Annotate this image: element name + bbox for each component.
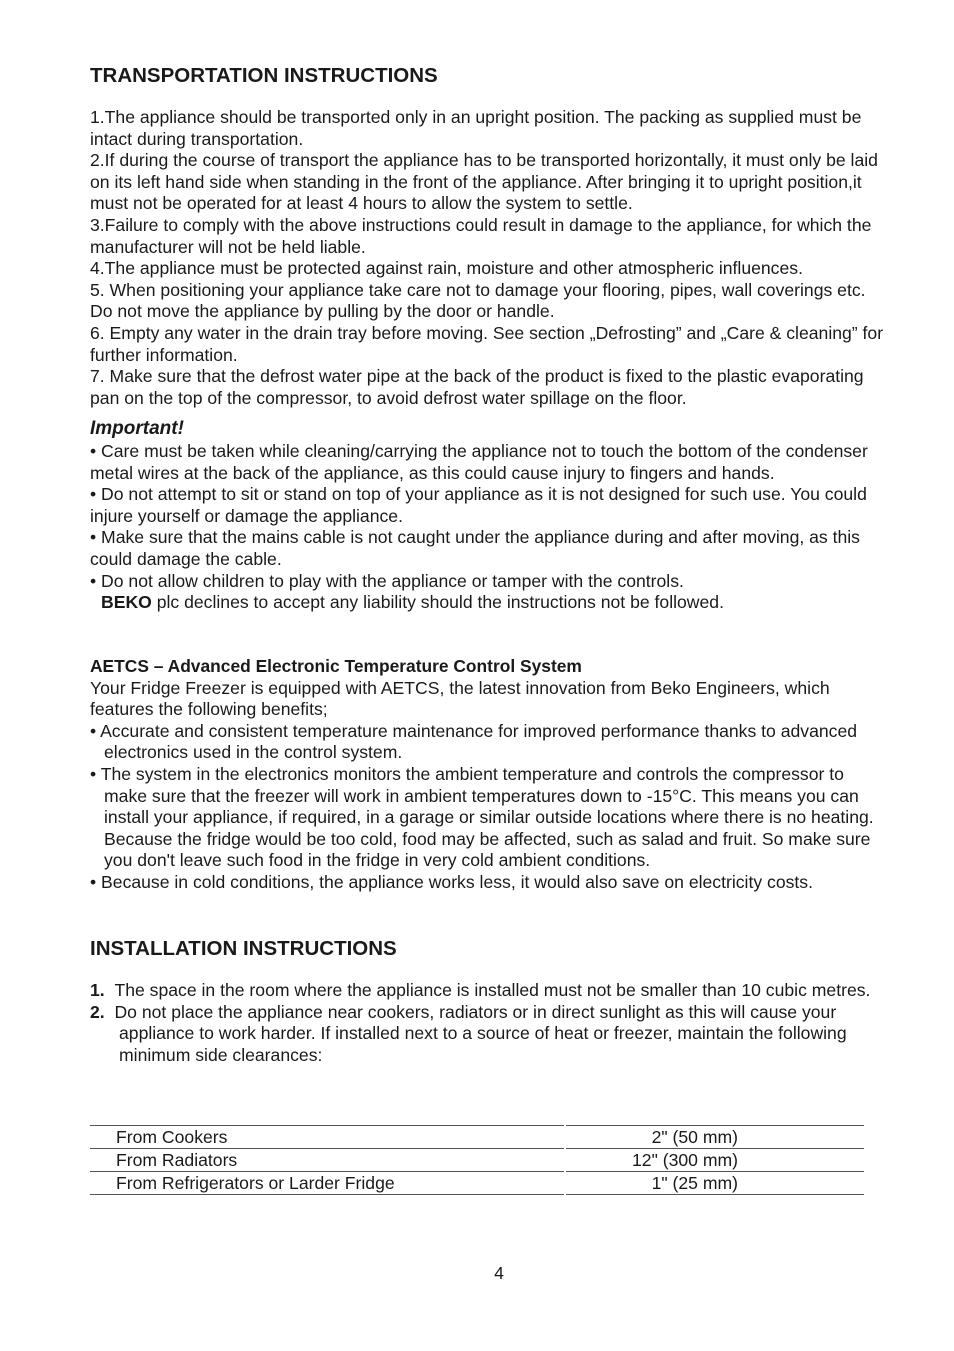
disclaimer-text: plc declines to accept any liability should the instructions not be followed. [151, 592, 724, 613]
install-item-1-text: The space in the room where the appliance is installed must not be smaller than 10 cubic metres. [114, 980, 871, 1000]
aetcs-bullet-3: • Because in cold conditions, the appliance works less, it would also save on electricity costs. [90, 871, 813, 892]
clearance-value: 1" (25 mm) [565, 1172, 864, 1195]
clearance-label: From Refrigerators or Larder Fridge [90, 1172, 565, 1195]
important-bullet-4: • Do not allow children to play with the appliance or tamper with the controls. [90, 570, 684, 591]
table-row [90, 1172, 864, 1195]
brand-name: BEKO [101, 592, 152, 613]
important-bullet-1: • Care must be taken while cleaning/carrying the appliance not to touch the bottom of the condenser metal wires at the back of the appliance, as this could cause injury to fingers and hands. [90, 441, 868, 483]
aetcs-bullet-1: • Accurate and consistent temperature maintenance for improved performance thanks to advanced electronics used in the control system. [90, 720, 858, 763]
clearance-value: 12" (300 mm) [565, 1149, 864, 1172]
clearance-value: 2" (50 mm) [565, 1126, 864, 1149]
important-bullet-2: • Do not attempt to sit or stand on top of your appliance as it is not designed for such use. You could injure yourself or damage the appliance. [90, 484, 867, 526]
transport-list [90, 107, 890, 409]
aetcs-bullet-2: • The system in the electronics monitors the ambient temperature and controls the compressor to make sure that the freezer will work in ambient temperatures down to -15°C. This means you can install your appliance, if required, in a garage or similar outside locations where there is no heating. Because the fridge would be too cold, food may be affected, such as salad and fruit. So make sure you don't leave such food in the fridge in very cold ambient conditions. [90, 763, 874, 871]
install-item-1-number: 1. [90, 980, 105, 1000]
transport-title: TRANSPORTATION INSTRUCTIONS [90, 64, 438, 87]
table-row [90, 1149, 864, 1172]
install-item-2-text: Do not place the appliance near cookers, radiators or in direct sunlight as this will cause your appliance to work harder. If installed next to a source of heat or freezer, maintain the following minimum side clearances: [114, 1001, 847, 1065]
important-bullet-3: • Make sure that the mains cable is not caught under the appliance during and after moving, as this could damage the cable. [90, 527, 860, 569]
install-title: INSTALLATION INSTRUCTIONS [90, 937, 397, 960]
transport-item-2: 2.If during the course of transport the appliance has to be transported horizontally, it must only be laid on its left hand side when standing in the front of the appliance. After bringing it to upright position,it must not be operated for at least 4 hours to allow the system to settle. [90, 150, 878, 214]
page-number: 4 [494, 1263, 504, 1283]
clearance-label: From Radiators [90, 1149, 565, 1172]
aetcs-title: AETCS – Advanced Electronic Temperature Control System [90, 656, 582, 676]
install-item-1 [90, 980, 890, 1002]
transport-item-3: 3.Failure to comply with the above instructions could result in damage to the appliance, for which the manufacturer will not be held liable. [90, 214, 872, 257]
transport-item-4: 4.The appliance must be protected against rain, moisture and other atmospheric influences. [90, 258, 803, 279]
aetcs-section [90, 656, 890, 894]
disclaimer [90, 592, 890, 614]
transport-item-7: 7. Make sure that the defrost water pipe at the back of the product is fixed to the plastic evaporating pan on the top of the compressor, to avoid defrost water spillage on the floor. [90, 366, 864, 408]
important-list [90, 441, 890, 614]
clearance-label: From Cookers [90, 1126, 565, 1149]
transport-item-6: 6. Empty any water in the drain tray before moving. See section „Defrosting” and „Care & cleaning” for further information. [90, 322, 884, 365]
important-heading: Important! [90, 418, 184, 439]
install-list [90, 980, 890, 1066]
install-item-2 [90, 1002, 890, 1067]
install-item-2-number: 2. [90, 1001, 105, 1022]
table-row [90, 1126, 864, 1149]
transport-item-5: 5. When positioning your appliance take care not to damage your flooring, pipes, wall coverings etc. Do not move the appliance by pulling by the door or handle. [90, 279, 866, 322]
clearance-table [90, 1125, 864, 1195]
aetcs-intro: Your Fridge Freezer is equipped with AETCS, the latest innovation from Beko Engineers, which features the following benefits; [90, 677, 830, 720]
transport-item-1: 1.The appliance should be transported only in an upright position. The packing as supplied must be intact during transportation. [90, 107, 862, 149]
